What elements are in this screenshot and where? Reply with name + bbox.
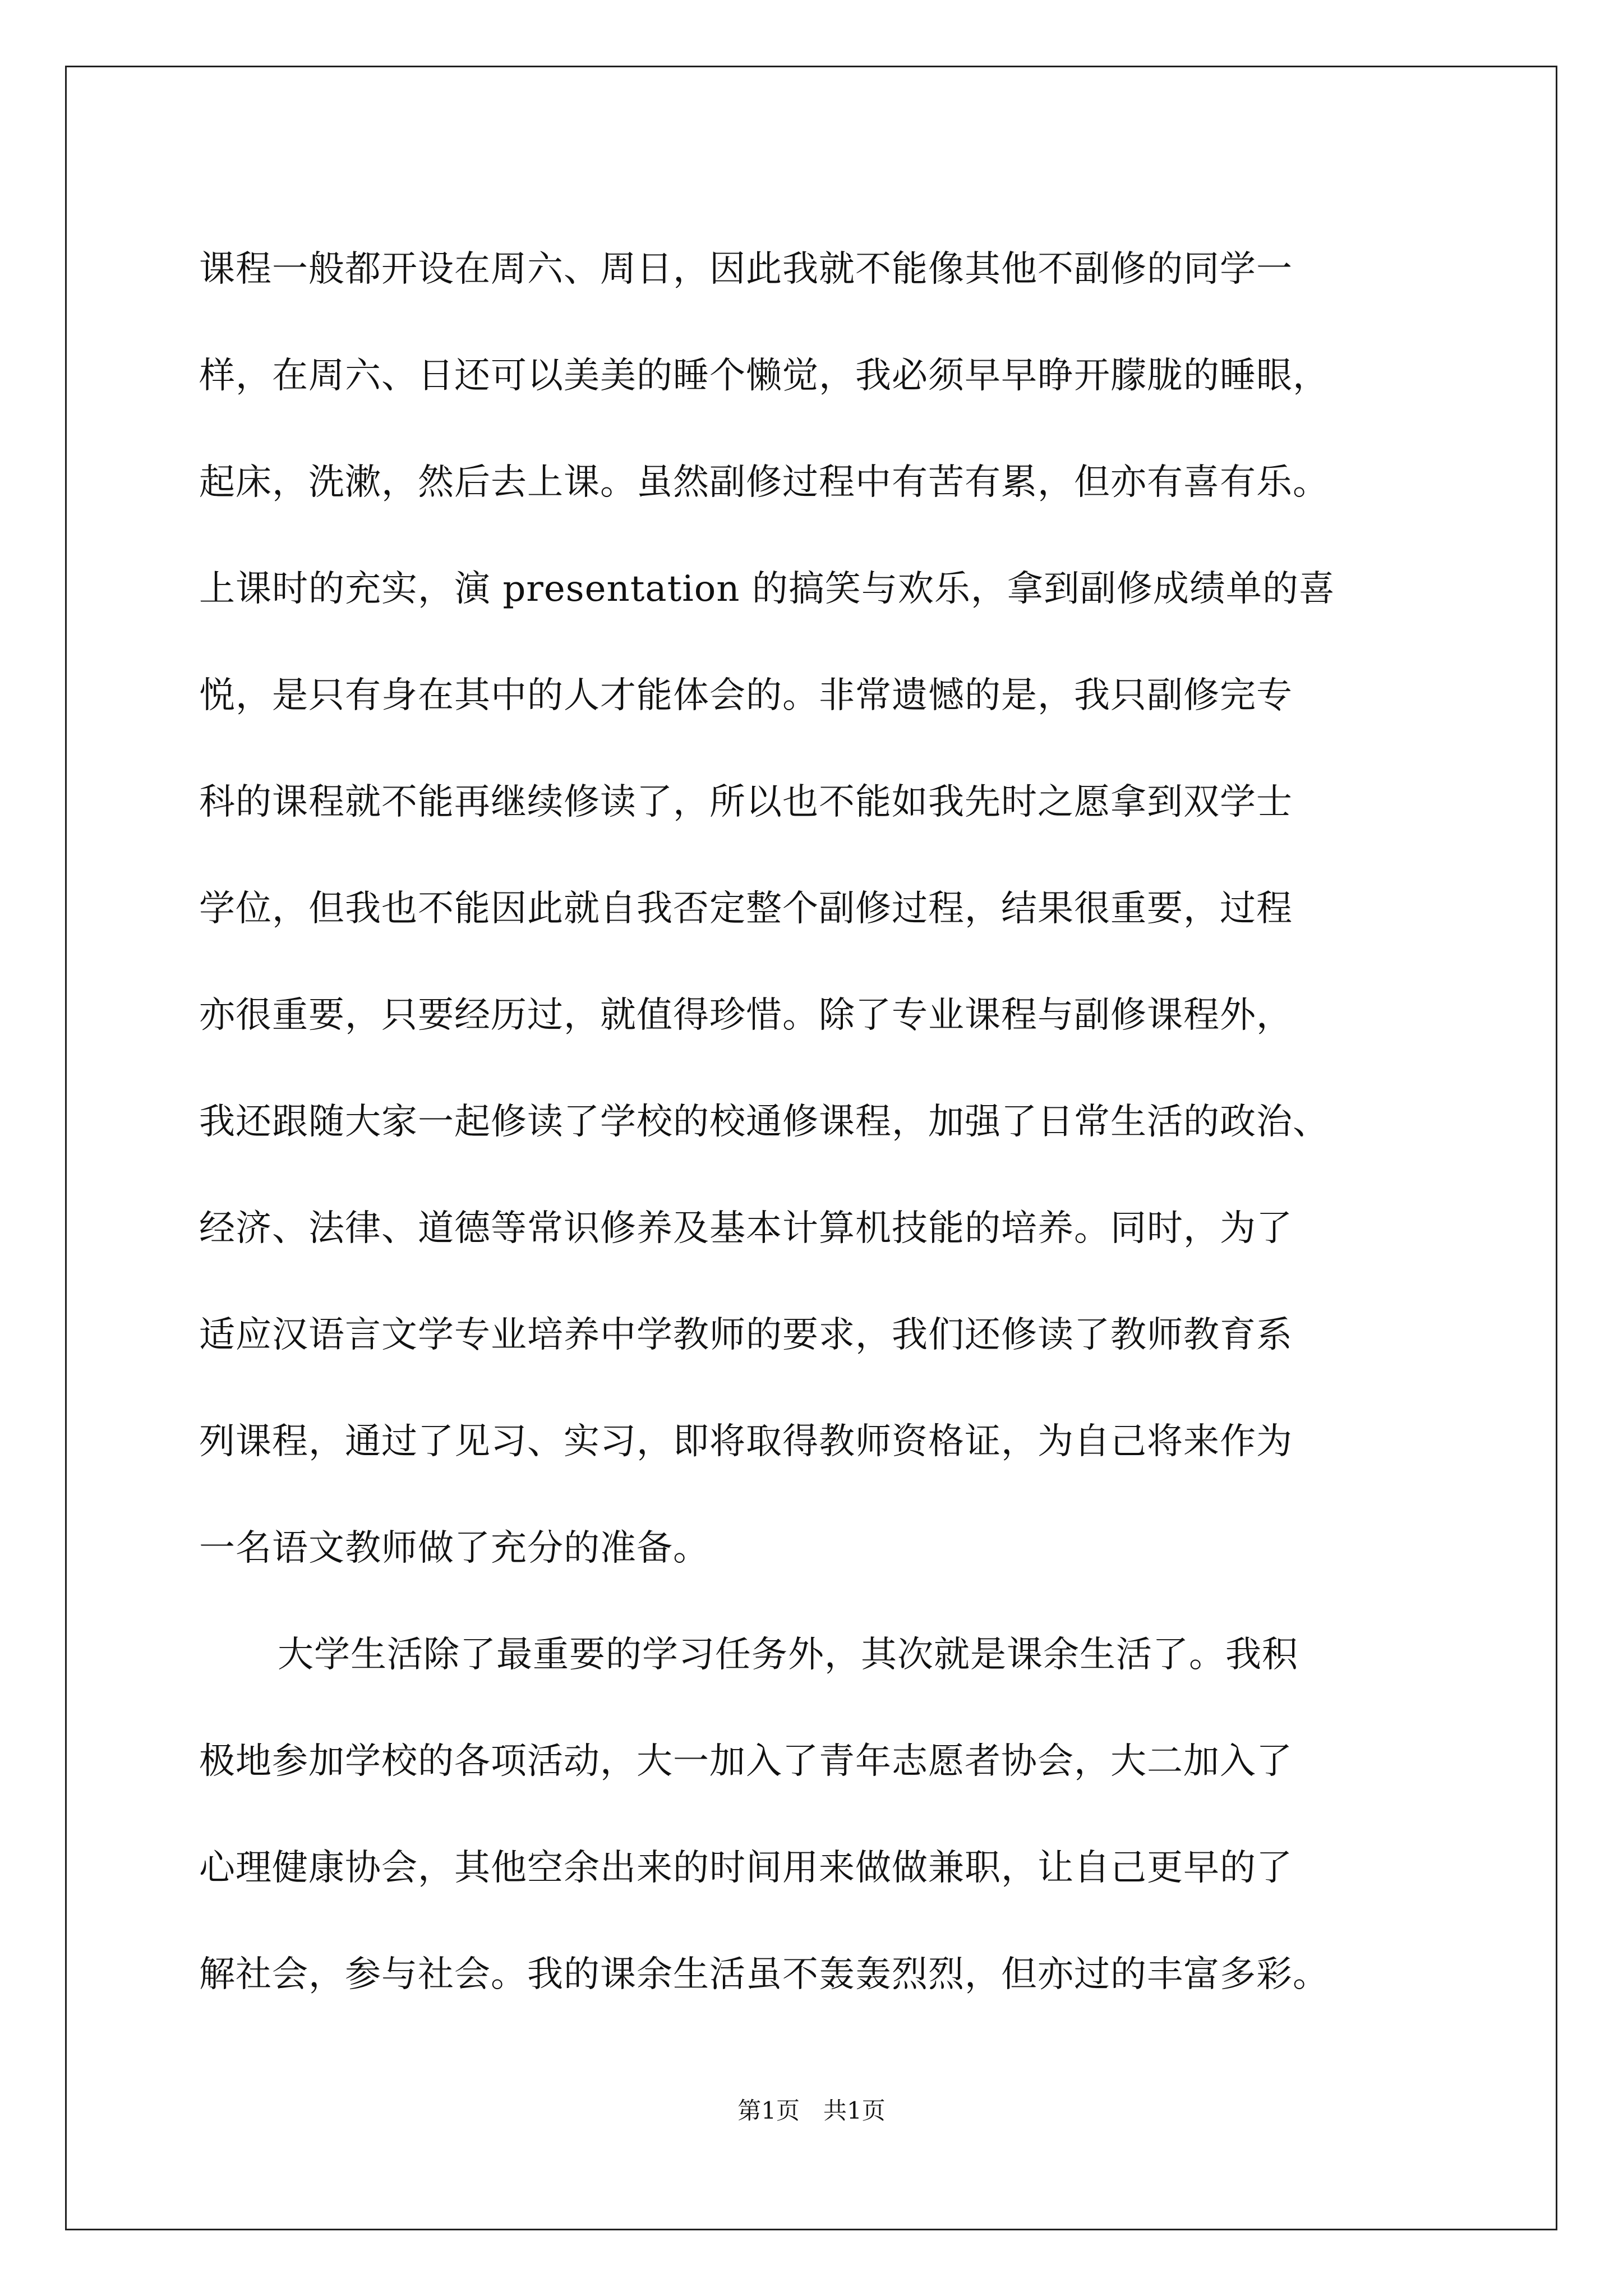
text-line: 列课程，通过了见习、实习，即将取得教师资格证，为自己将来作为 [199,1421,1293,1462]
text-line: 我还跟随大家一起修读了学校的校通修课程，加强了日常生活的政治、 [199,1101,1329,1143]
text-line: 课程一般都开设在周六、周日，因此我就不能像其他不副修的同学一 [199,249,1293,290]
body-text [199,216,1433,2028]
text-line: 适应汉语言文学专业培养中学教师的要求，我们还修读了教师教育系 [199,1314,1293,1356]
page-footer: 第1页 共1页 [737,2097,886,2124]
text-line: 极地参加学校的各项活动，大一加入了青年志愿者协会，大二加入了 [199,1741,1293,1782]
text-line: 学位，但我也不能因此就自我否定整个副修过程，结果很重要，过程 [199,888,1293,930]
paragraph-start-line: 大学生活除了最重要的学习任务外，其次就是课余生活了。我积 [278,1634,1298,1676]
text-line: 悦，是只有身在其中的人才能体会的。非常遗憾的是，我只副修完专 [199,675,1293,716]
text-line: 起床，洗漱，然后去上课。虽然副修过程中有苦有累，但亦有喜有乐。 [199,462,1329,503]
text-line: 上课时的充实，演 presentation 的搞笑与欢乐，拿到副修成绩单的喜 [199,568,1335,610]
text-line: 经济、法律、道德等常识修养及基本计算机技能的培养。同时，为了 [199,1208,1293,1249]
text-line: 解社会，参与社会。我的课余生活虽不轰轰烈烈，但亦过的丰富多彩。 [199,1954,1329,1995]
text-line: 科的课程就不能再继续修读了，所以也不能如我先时之愿拿到双学士 [199,781,1293,823]
text-line: 样，在周六、日还可以美美的睡个懒觉，我必须早早睁开朦胧的睡眼， [199,355,1329,397]
text-line: 一名语文教师做了充分的准备。 [199,1527,709,1569]
text-line: 心理健康协会，其他空余出来的时间用来做做兼职，让自己更早的了 [199,1847,1293,1889]
text-line: 亦很重要，只要经历过，就值得珍惜。除了专业课程与副修课程外， [199,995,1293,1036]
